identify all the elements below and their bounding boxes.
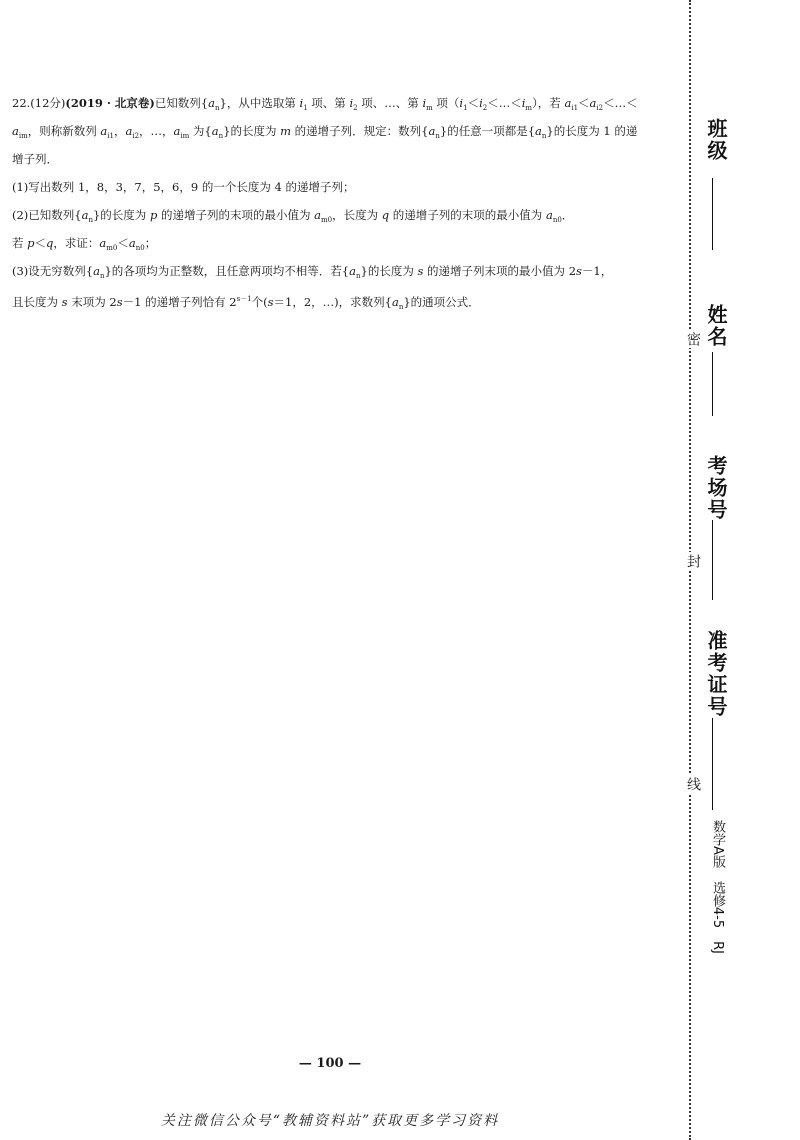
admission-number-blank bbox=[712, 718, 713, 810]
page-number: — 100 — bbox=[298, 1056, 362, 1071]
part-2-line-1: (2)已知数列$\{a_n\}$的长度为 p 的递增子列的末项的最小值为 $a_{m0}$，长度为 q 的递增子列的末项的最小值为 $a_{n0}$． bbox=[12, 208, 574, 224]
class-blank bbox=[712, 178, 713, 250]
exam-room-blank bbox=[712, 520, 713, 600]
seal-mi: 密 bbox=[685, 332, 701, 346]
class-label: 班级 bbox=[704, 118, 728, 162]
footer-note: 关注微信公众号“教辅资料站”获取更多学习资料 bbox=[160, 1113, 500, 1129]
part-1: (1)写出数列 1，8，3，7，5，6，9 的一个长度为 4 的递增子列； bbox=[12, 180, 355, 194]
problem-line-2: $a_{im}$，则称新数列 $a_{i1}$，$a_{i2}$，…，$a_{im}$ 为$\{a_n\}$的长度为 m 的递增子列．规定：数列$\{a_n\}$的任意一项都是$\{a_n\}$的长度为 1 的递 bbox=[12, 124, 638, 140]
edition-label: 数学A版 选修4-5 RJ bbox=[710, 820, 725, 954]
part-3-line-2: 且长度为 s 末项为 2s－1 的递增子列恰有 $2^{s-1}$个(s＝1，2，…)，求数列$\{a_n\}$的通项公式． bbox=[12, 295, 480, 311]
problem-source: (2019 · 北京卷) bbox=[65, 96, 155, 110]
problem-score: (12分) bbox=[30, 96, 66, 110]
problem-line-1: 22.(12分)(2019 · 北京卷)已知数列$\{a_n\}$，从中选取第 $i_1$ 项、第 $i_2$ 项、…、第 $i_m$ 项$(i_1<i_2<\dots<i_m)$，若 $a_{i1}<a_{i2}<\dots<$ bbox=[12, 96, 638, 112]
admission-number-label: 准考证号 bbox=[704, 630, 728, 718]
name-label: 姓名 bbox=[704, 304, 728, 348]
problem-line-3: 增子列． bbox=[12, 152, 58, 166]
seal-feng: 封 bbox=[685, 554, 701, 568]
seal-xian: 线 bbox=[685, 777, 701, 791]
exam-room-label: 考场号 bbox=[704, 455, 728, 521]
name-blank bbox=[712, 352, 713, 416]
part-3-line-1: (3)设无穷数列$\{a_n\}$的各项均为正整数，且任意两项均不相等．若$\{a_n\}$的长度为 s 的递增子列末项的最小值为 2s－1， bbox=[12, 264, 613, 280]
problem-number: 22. bbox=[12, 96, 31, 110]
binding-dotted-line bbox=[689, 0, 691, 1140]
part-2-line-2: 若 p＜q，求证：$a_{m0}<a_{n0}$； bbox=[12, 236, 157, 252]
